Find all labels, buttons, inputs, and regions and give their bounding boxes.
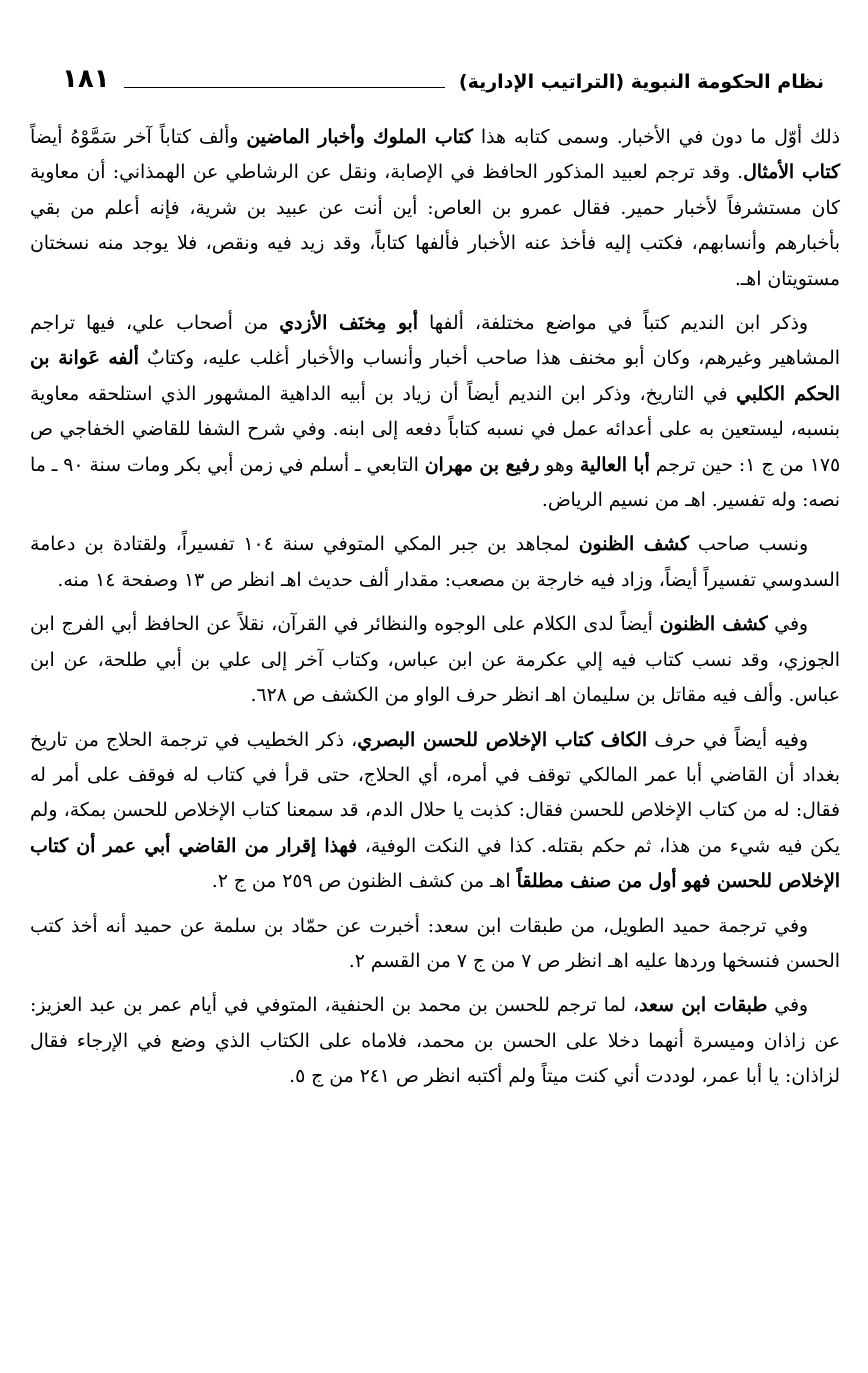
paragraph	[30, 723, 840, 900]
text-run: وهو	[539, 454, 580, 476]
text-run: ، لما ترجم للحسن بن محمد بن الحنفية، المتوفي في أيام عمر بن عبد العزيز: عن زاذان وميسرة أنهما دخلا على الحسن بن محمد، فلاماه على الكتاب الذي وضع في الإرجاء فقال لزاذان: يا أبا عمر، لوددت أني كنت ميتاً ولم أكتبه انظر ص ٢٤١ من ج ٥.	[30, 995, 840, 1088]
paragraph	[30, 527, 840, 598]
text-run: في التاريخ، وذكر ابن النديم أيضاً أن زياد بن أبيه الداهية المشهور الذي استلحقه معاوية بنسبه، ليستعين به على أعدائه عمل في نسبه كتاباً دفعه إلى ابنه. وفي شرح الشفا للقاضي الخفاجي ص ١٧٥ من ج ١: حين ترجم	[30, 383, 841, 476]
paragraph	[30, 909, 840, 980]
paragraph	[30, 607, 840, 713]
text-run: . وقد ترجم لعبيد المذكور الحافظ في الإصابة، ونقل عن الرشاطي عن الهمذاني: أن معاوية كان مستشرفاً لأخبار حمير. فقال عمرو بن العاص: أين أنت عن عبيد بن شرية، فإنه أعلم من بقي بأخبارهم وأنسابهم، فكتب إليه فأخذ عنه الأخبار فألفها كتاباً، وقد زيد فيه ونقص، فلا يوجد منه نسختان مستويتان اهـ.	[30, 162, 840, 290]
running-title: نظام الحكومة النبوية (التراتيب الإدارية)	[458, 71, 824, 93]
bold-term: كشف الظنون	[659, 613, 768, 636]
page-number: ١٨١	[62, 64, 110, 94]
bold-term: أبو مِخنَف الأزدي	[279, 312, 418, 335]
text-run: وفي	[767, 995, 809, 1017]
paragraph	[30, 988, 840, 1094]
text-run: من أصحاب علي، فيها تراجم المشاهير وغيرهم، وكان أبو مخنف هذا صاحب أخبار وأنساب والأخبار أغلب عليه، وكتابٌ	[30, 313, 840, 370]
bold-term: رفيع بن مهران	[424, 453, 540, 476]
text-run: لمجاهد بن جبر المكي المتوفي سنة ١٠٤ تفسيراً، ولقتادة بن دعامة السدوسي تفسيراً أيضاً، وزاد فيه خارجة بن مصعب: مقدار ألف حديث اهـ انظر ص ١٣ وصفحة ١٤ منه.	[30, 534, 840, 591]
paragraph	[30, 120, 840, 297]
paragraph	[30, 306, 840, 518]
header-rule	[124, 87, 445, 88]
text-run: وألف كتاباً آخر سَمَّوْهُ أيضاً	[30, 127, 247, 148]
text-run: التابعي ـ أسلم في زمن أبي بكر ومات سنة ٩٠ ـ ما نصه: وله تفسير. اهـ من نسيم الرياض.	[30, 454, 840, 512]
bold-term: الكاف كتاب الإخلاص للحسن البصري	[357, 728, 648, 751]
page-header	[62, 52, 824, 92]
bold-term: طبقات ابن سعد	[639, 994, 768, 1017]
text-run: وذكر ابن النديم كتباً في مواضع مختلفة، ألفها	[418, 313, 808, 335]
text-run: وفي	[767, 614, 809, 636]
bold-term: كشف الظنون	[578, 533, 689, 556]
bold-term: كتاب الأمثال	[743, 161, 840, 184]
bold-term: فهذا إقرار من القاضي أبي عمر أن كتاب الإخلاص للحسن فهو أول من صنف مطلقاً	[30, 834, 840, 893]
bold-term: ألفه عَوانة بن الحكم الكلبي	[30, 347, 841, 405]
text-run: أيضاً لدى الكلام على الوجوه والنظائر في القرآن، نقلاً عن الحافظ أبي الفرج ابن الجوزي، وقد نسب كتاب فيه إلي عكرمة عن ابن عباس، وكتاب آخر إلى علي بن أبي طلحة، عن ابن عباس. وألف فيه مقاتل بن سليمان اهـ انظر حرف الواو من الكشف ص ٦٢٨.	[30, 614, 840, 707]
text-run: وفيه أيضاً في حرف	[647, 729, 808, 751]
text-run: ذلك أوّل ما دون في الأخبار. وسمى كتابه هذا	[472, 127, 840, 148]
bold-term: كتاب الملوك وأخبار الماضين	[246, 126, 473, 148]
body-text	[30, 120, 840, 1104]
text-run: ونسب صاحب	[688, 534, 809, 556]
text-run: وفي ترجمة حميد الطويل، من طبقات ابن سعد: أخبرت عن حمّاد بن سلمة عن حميد أنه أخذ كتب الحسن فنسخها وردها عليه اهـ انظر ص ٧ من ج ٧ من القسم ٢.	[30, 915, 840, 972]
text-run: اهـ من كشف الظنون ص ٢٥٩ من ج ٢.	[211, 871, 517, 893]
text-run: ، ذكر الخطيب في ترجمة الحلاج من تاريخ بغداد أن القاضي أبا عمر المالكي توقف في أمره، أي الحلاج، حتى قرأ في كتاب له فوقف على أمر له فقال: له من كتاب الإخلاص للحسن فقال: كذبت يا حلال الدم، قد سمعنا كتاب الإخلاص للحسن بمكة، ولم يكن فيه شيء من هذا، ثم حكم بقتله. كذا في النكت الوفية،	[30, 729, 840, 857]
bold-term: أبا العالية	[579, 453, 650, 476]
